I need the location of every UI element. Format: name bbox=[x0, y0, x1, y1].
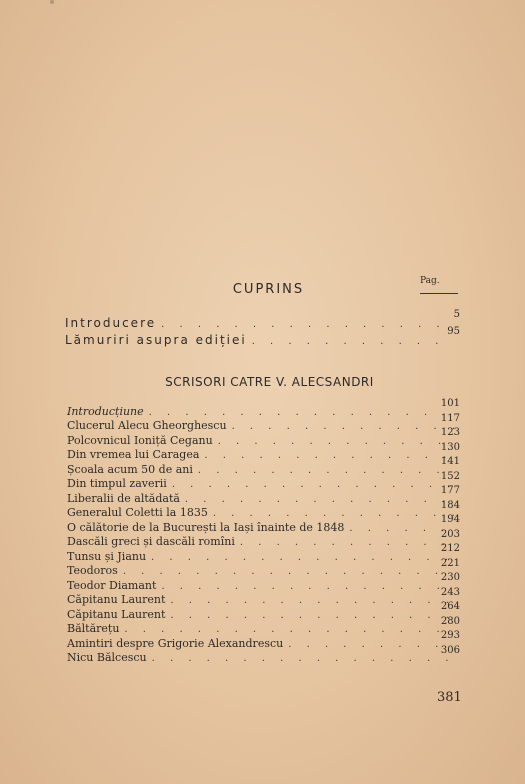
entry-page: 212 bbox=[440, 543, 460, 554]
dot-leader bbox=[232, 421, 454, 432]
entry-title: Nicu Bălcescu bbox=[67, 651, 147, 664]
entry-page: 280 bbox=[440, 615, 460, 627]
entry-page: 141 bbox=[440, 456, 460, 467]
entry-title: Căpitanu Laurent bbox=[67, 593, 166, 606]
toc-entry bbox=[67, 456, 460, 476]
entry-page: 130 bbox=[440, 441, 460, 453]
entry-page: 5 bbox=[453, 309, 460, 320]
toc-entry bbox=[67, 485, 460, 505]
entry-page: 194 bbox=[440, 514, 460, 525]
entry-page: 293 bbox=[440, 630, 460, 641]
toc-entry bbox=[67, 615, 460, 636]
toc-entry bbox=[67, 412, 460, 433]
entry-title: Lămuriri asupra ediției bbox=[65, 333, 247, 347]
entry-page: 264 bbox=[440, 601, 460, 612]
entry-title: Dascăli greci și dascăli romîni bbox=[67, 535, 235, 548]
entry-title: Căpitanu Laurent bbox=[67, 607, 166, 621]
entry-title: Teodor Diamant bbox=[67, 578, 157, 592]
toc-entry bbox=[67, 470, 460, 491]
dot-leader bbox=[204, 450, 454, 461]
dot-leader bbox=[161, 319, 454, 330]
toc-list bbox=[67, 398, 460, 664]
toc-entry bbox=[67, 644, 460, 665]
page-column-rule bbox=[420, 293, 458, 294]
entry-page: 221 bbox=[440, 557, 460, 569]
entry-title: Liberalii de altădată bbox=[67, 491, 180, 505]
entry-page: 306 bbox=[440, 644, 460, 656]
entry-page: 152 bbox=[440, 470, 460, 482]
entry-title: Băltărețu bbox=[67, 622, 120, 635]
dot-leader bbox=[172, 479, 454, 490]
entry-title: Polcovnicul Ioniță Ceganu bbox=[67, 433, 213, 447]
section-heading: SCRISORI CATRE V. ALECSANDRI bbox=[165, 375, 374, 389]
dot-leader bbox=[161, 581, 454, 592]
page-number: 381 bbox=[437, 690, 462, 705]
dot-leader bbox=[124, 624, 454, 635]
entry-page: 95 bbox=[447, 326, 460, 337]
entry-page: 243 bbox=[440, 586, 460, 598]
entry-title: Clucerul Alecu Gheorghescu bbox=[67, 419, 227, 432]
page-title: CUPRINS bbox=[232, 282, 305, 297]
intro-item bbox=[65, 309, 460, 330]
entry-title: O călătorie de la București la Iași înainte de 1848 bbox=[67, 520, 345, 534]
toc-entry bbox=[67, 427, 460, 447]
toc-entry bbox=[67, 528, 460, 549]
toc-entry bbox=[67, 398, 460, 418]
toc-entry bbox=[67, 572, 460, 592]
toc-entry bbox=[67, 441, 460, 462]
dot-leader bbox=[240, 537, 454, 548]
toc-entry bbox=[67, 543, 460, 563]
dot-leader bbox=[170, 610, 454, 621]
entry-page: 177 bbox=[440, 485, 460, 496]
dot-leader bbox=[218, 436, 454, 447]
dot-leader bbox=[152, 653, 454, 664]
page-column-header: Pag. bbox=[420, 276, 440, 286]
ink-smudge bbox=[50, 0, 54, 4]
intro-item bbox=[65, 326, 460, 347]
toc-entry bbox=[67, 601, 460, 621]
dot-leader bbox=[149, 407, 454, 418]
dot-leader bbox=[213, 508, 454, 519]
entry-title: Introducțiune bbox=[67, 404, 144, 418]
entry-title: Din vremea lui Caragea bbox=[67, 448, 200, 461]
dot-leader bbox=[170, 595, 454, 606]
entry-page: 203 bbox=[440, 528, 460, 540]
dot-leader bbox=[252, 336, 454, 347]
dot-leader bbox=[198, 465, 454, 476]
entry-title: Teodoros bbox=[67, 564, 118, 577]
toc-entry bbox=[67, 630, 460, 650]
toc-entry bbox=[67, 499, 460, 520]
entry-page: 184 bbox=[440, 499, 460, 511]
entry-page: 123 bbox=[440, 427, 460, 438]
entry-title: Amintiri despre Grigorie Alexandrescu bbox=[67, 636, 284, 650]
entry-page: 230 bbox=[440, 572, 460, 583]
entry-title: Școala acum 50 de ani bbox=[67, 462, 193, 476]
toc-entry bbox=[67, 557, 460, 578]
entry-title: Generalul Coletti la 1835 bbox=[67, 506, 208, 519]
dot-leader bbox=[123, 566, 454, 577]
entry-page: 101 bbox=[440, 398, 460, 409]
entry-title: Tunsu și Jianu bbox=[67, 549, 147, 563]
intro-list bbox=[65, 309, 460, 347]
toc-entry bbox=[67, 514, 460, 534]
dot-leader bbox=[288, 639, 454, 650]
dot-leader bbox=[185, 494, 454, 505]
entry-title: Introducere bbox=[65, 316, 157, 330]
entry-page: 117 bbox=[440, 412, 460, 424]
toc-entry bbox=[67, 586, 460, 607]
entry-title: Din timpul zaverii bbox=[67, 477, 167, 490]
dot-leader bbox=[349, 523, 454, 534]
dot-leader bbox=[151, 552, 454, 563]
